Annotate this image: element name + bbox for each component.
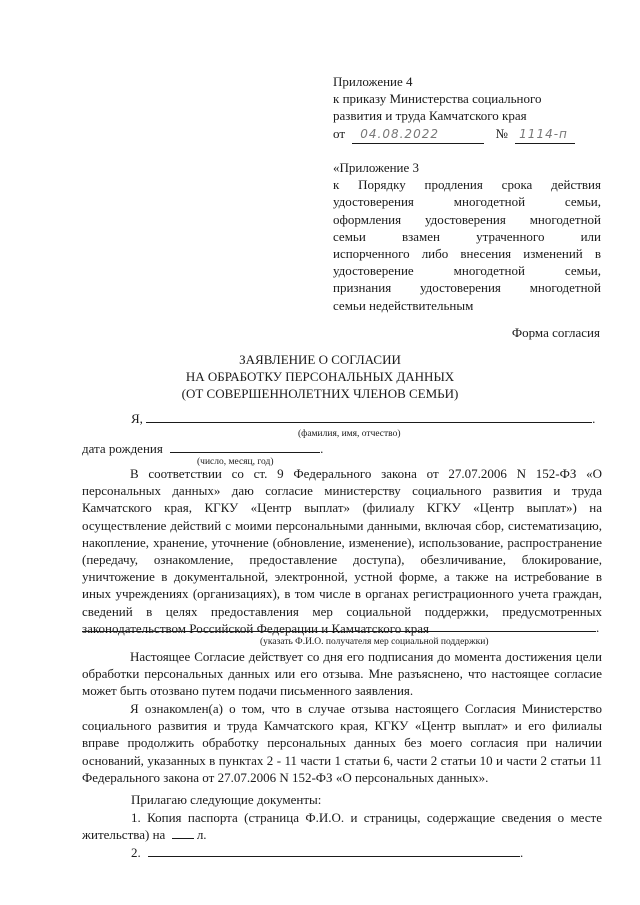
- appendix3-line: оформления удостоверения многодетной: [333, 211, 601, 227]
- appendix3-title: «Приложение 3: [333, 160, 420, 175]
- appendix4-line1: к приказу Министерства социального: [333, 91, 542, 107]
- recipient-field[interactable]: [82, 631, 596, 632]
- appendix3-line: удостоверение многодетной семьи,: [333, 263, 601, 279]
- fio-row: Я, .: [131, 411, 596, 426]
- doc2-field[interactable]: [148, 856, 520, 857]
- paragraph-revocation: [82, 700, 602, 786]
- birth-field[interactable]: [170, 452, 320, 453]
- number-handwritten: 1114-п: [519, 126, 568, 141]
- heading-line3: (ОТ СОВЕРШЕННОЛЕТНИХ ЧЛЕНОВ СЕМЬИ): [181, 386, 459, 402]
- birth-hint: (число, месяц, год): [197, 457, 274, 467]
- birth-row: дата рождения .: [82, 441, 324, 456]
- doc2-row: 2. .: [131, 845, 524, 860]
- number-field: [515, 125, 575, 144]
- doc1-pages-unit: л.: [196, 827, 207, 842]
- number-label: №: [495, 125, 508, 141]
- appendix3-block: [333, 159, 601, 314]
- appendix3-line: семьи недействительным: [333, 297, 474, 313]
- paragraph-validity-text: Настоящее Согласие действует со дня его подписания до момента достижения цели обработки персональных данных или его отзыва. Мне разъяснено, что настоящее согласие может быть отозвано путем подачи письменного заявления.: [82, 649, 602, 699]
- fio-field[interactable]: [146, 422, 592, 423]
- appendix4-title: Приложение 4: [333, 74, 413, 89]
- appendix3-line: испорченного либо внесения изменений в: [333, 246, 601, 262]
- appendix3-line: признания удостоверения многодетной: [333, 280, 601, 296]
- date-handwritten: 04.08.2022: [360, 126, 439, 141]
- recipient-hint: (указать Ф.И.О. получателя мер социальной поддержки): [260, 637, 489, 647]
- recipient-row: .: [82, 619, 599, 636]
- form-label: Форма согласия: [511, 325, 600, 340]
- birth-label: дата рождения: [82, 441, 163, 456]
- doc1-line-b: [82, 826, 207, 843]
- appendix3-line: семьи взамен утраченного или: [333, 228, 601, 244]
- doc1-line-a: 1. Копия паспорта (страница Ф.И.О. и страницы, содержащие сведения о месте: [131, 810, 602, 825]
- doc1-line-b-text: жительства) на: [82, 827, 166, 842]
- paragraph-consent: [82, 465, 602, 637]
- heading-line1: ЗАЯВЛЕНИЕ О СОГЛАСИИ: [239, 352, 401, 367]
- appendix3-line: удостоверения многодетной семьи,: [333, 194, 601, 210]
- heading-line2: НА ОБРАБОТКУ ПЕРСОНАЛЬНЫХ ДАННЫХ: [185, 369, 455, 385]
- appendix4-date-line: [333, 125, 603, 144]
- appendix4-block: [333, 73, 603, 144]
- paragraph-consent-text: В соответствии со ст. 9 Федерального закона от 27.07.2006 N 152-ФЗ «О персональных данных» даю согласие министерству социального развития и труда Камчатского края, КГКУ «Центр выплат» (филиалу КГКУ «Центр выплат») на осуществление действий с моими персональными данными, включая сбор, систематизацию, накопление, хранение, уточнение (обновление, изменение), использование, распространение (передачу, ознакомление, предоставление доступа), обезличивание, блокирование, уничтожение в документальной, электронной, устной форме, а также на истребование в иных учреждениях (организациях), в том числе в органах регистрационного учета граждан, сведений в целях предоставления мер социальной поддержки, предусмотренных законодательством Российской Федерации и Камчатского края: [82, 466, 602, 636]
- doc2-label: 2.: [131, 845, 141, 860]
- docs-intro: Прилагаю следующие документы:: [131, 792, 322, 807]
- doc1-pages-field[interactable]: [172, 838, 194, 839]
- from-label: от: [333, 125, 346, 141]
- date-field: [352, 125, 484, 144]
- i-label: Я,: [131, 411, 143, 426]
- paragraph-validity: [82, 648, 602, 700]
- appendix4-line2: развития и труда Камчатского края: [333, 108, 527, 124]
- document-heading: [0, 351, 640, 403]
- paragraph-revocation-text: Я ознакомлен(а) о том, что в случае отзыва настоящего Согласия Министерство социального развития и труда Камчатского края, КГКУ «Центр выплат» и его филиалы вправе продолжить обработку персональных данных без моего согласия при наличии оснований, указанных в пунктах 2 - 11 части 1 статьи 6, части 2 статьи 10 и части 2 статьи 11 Федерального закона от 27.07.2006 N 152-ФЗ «О персональных данных».: [82, 701, 602, 785]
- appendix3-line: к Порядку продления срока действия: [333, 177, 601, 193]
- fio-hint: (фамилия, имя, отчество): [298, 429, 401, 439]
